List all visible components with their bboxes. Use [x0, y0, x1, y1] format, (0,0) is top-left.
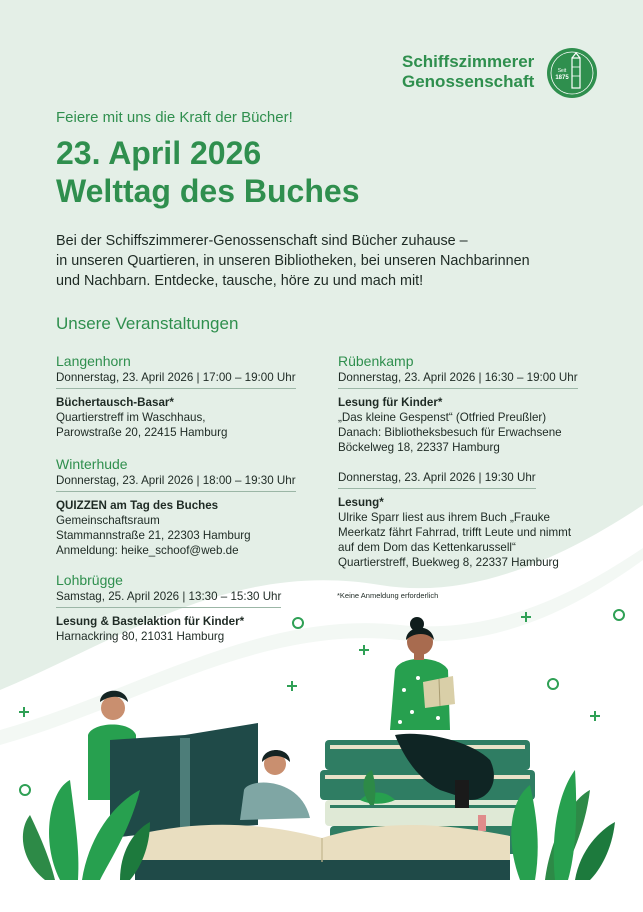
event-when: Donnerstag, 23. April 2026 | 16:30 – 19:00 Uhr	[338, 370, 578, 389]
brand-line-1: Schiffszimmerer	[402, 52, 535, 71]
intro-line: und Nachbarn. Entdecke, tausche, höre zu und mach mit!	[56, 273, 424, 289]
seal-text-2: 1875	[555, 75, 569, 81]
event-title-text: Lesung*	[338, 496, 384, 509]
event-location: Winterhude	[56, 456, 128, 472]
event-title-text: QUIZZEN am Tag des Buches	[56, 499, 219, 512]
section-heading: Unsere Veranstaltungen	[56, 314, 239, 333]
event-detail: Ulrike Sparr liest aus ihrem Buch „Frauke	[338, 511, 550, 524]
event-detail: Quartierstreff im Waschhaus,	[56, 411, 206, 424]
event-detail: Anmeldung: heike_schoof@web.de	[56, 544, 239, 557]
event-title-text: Lesung & Bastelaktion für Kinder*	[56, 615, 245, 628]
event-detail: Parowstraße 20, 22415 Hamburg	[56, 426, 228, 439]
event-detail: auf dem Dom das Kettenkarussell“	[338, 541, 516, 554]
event-when: Donnerstag, 23. April 2026 | 17:00 – 19:00 Uhr	[56, 370, 296, 389]
event-title-text: Lesung für Kinder*	[338, 396, 443, 409]
event-detail: Meerkatz fährt Fahrrad, trifft Leute und nimmt	[338, 526, 572, 539]
event-title: Welttag des Buches	[56, 173, 360, 209]
date-title: 23. April 2026	[56, 135, 262, 171]
intro-line: in unseren Quartieren, in unseren Bibliotheken, bei unseren Nachbarinnen	[56, 253, 530, 269]
event-when: Donnerstag, 23. April 2026 | 19:30 Uhr	[338, 470, 536, 489]
event-when: Samstag, 25. April 2026 | 13:30 – 15:30 Uhr	[56, 589, 281, 608]
tagline: Feiere mit uns die Kraft der Bücher!	[56, 109, 293, 126]
intro-line: Bei der Schiffszimmerer-Genossenschaft sind Bücher zuhause –	[56, 233, 468, 249]
event-detail: Quartierstreff, Buekweg 8, 22337 Hamburg	[338, 556, 559, 569]
event-detail: Danach: Bibliotheksbesuch für Erwachsene	[338, 426, 562, 439]
event-location: Rübenkamp	[338, 353, 414, 369]
event-detail: Stammannstraße 21, 22303 Hamburg	[56, 529, 251, 542]
event-detail: Harnackring 80, 21031 Hamburg	[56, 630, 225, 643]
brand-line-2: Genossenschaft	[402, 72, 535, 91]
footnote: *Keine Anmeldung erforderlich	[337, 591, 439, 600]
event-detail: Böckelweg 18, 22337 Hamburg	[338, 441, 500, 454]
event-location: Langenhorn	[56, 353, 131, 369]
event-detail: Gemeinschaftsraum	[56, 514, 160, 527]
event-when: Donnerstag, 23. April 2026 | 18:00 – 19:30 Uhr	[56, 473, 296, 492]
event-detail: „Das kleine Gespenst“ (Otfried Preußler)	[338, 411, 547, 424]
event-title-text: Büchertausch-Basar*	[56, 396, 174, 409]
event-location: Lohbrügge	[56, 572, 123, 588]
seal-text-1: Seit	[557, 68, 567, 74]
open-book-ground	[135, 825, 510, 880]
